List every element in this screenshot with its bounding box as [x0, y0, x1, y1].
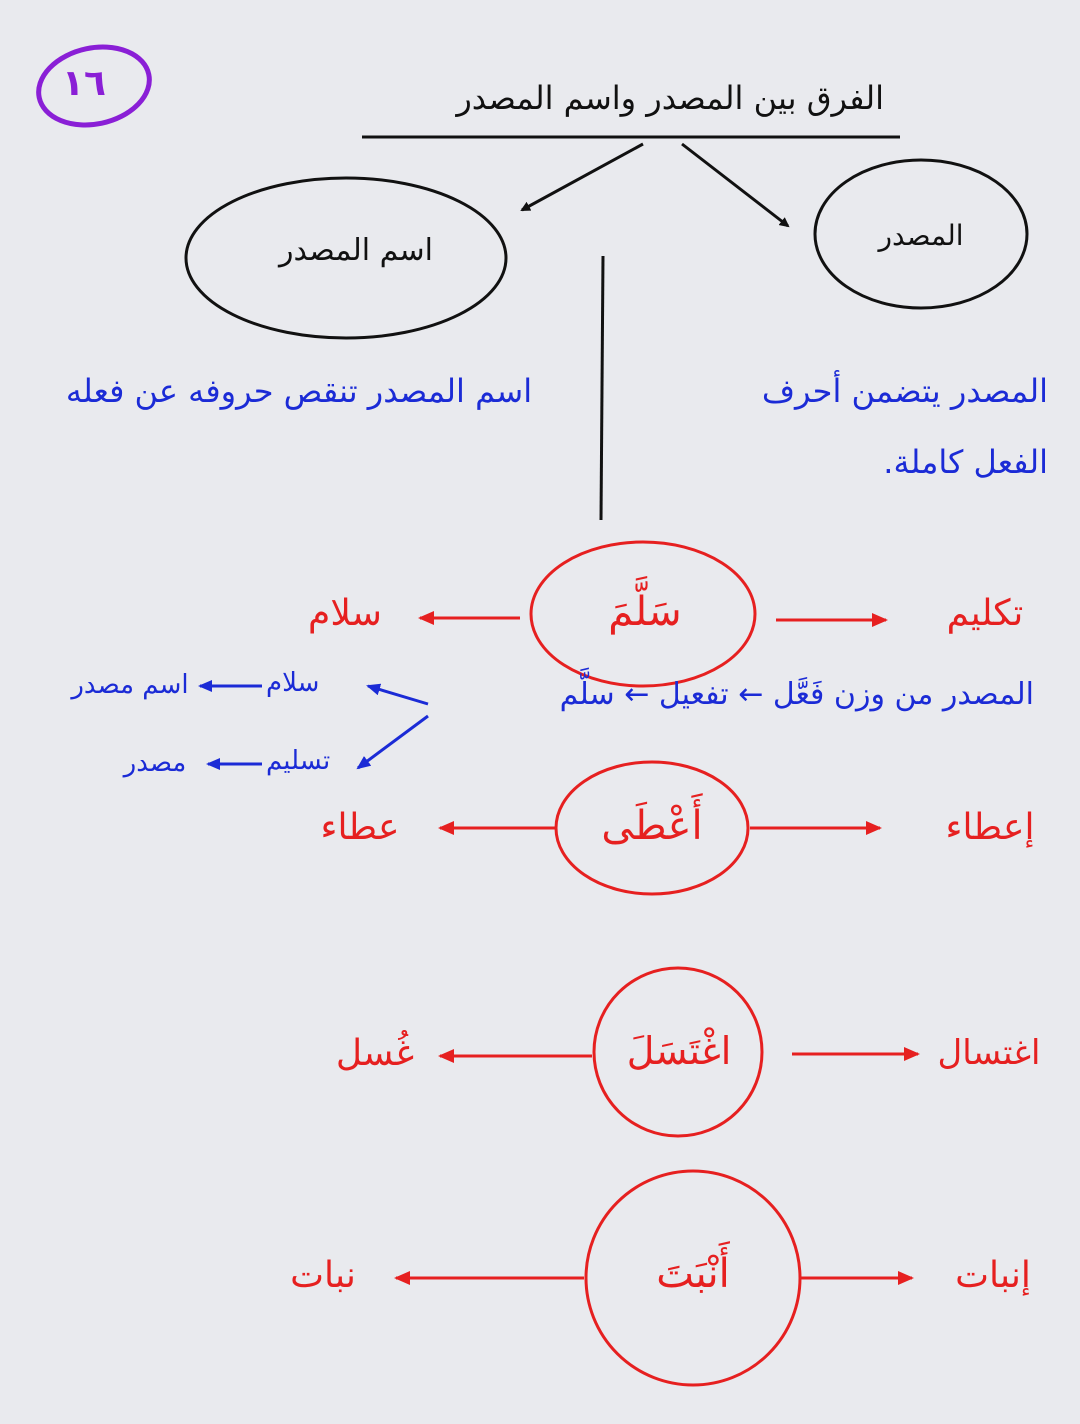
ism-masdar-1: سلام [308, 593, 382, 634]
ism-masdar-3: غُسل [335, 1033, 415, 1074]
masdar-1: تكليم [946, 593, 1024, 634]
note-branch1-word: سلام [266, 668, 320, 698]
note-main: المصدر من وزن فَعَّل ← تفعيل ← سلَّم [559, 677, 1034, 712]
arrow-to-masdar [682, 144, 788, 226]
masdar-2: إعطاء [945, 807, 1035, 848]
verb-3: اغْتَسَلَ [626, 1029, 732, 1073]
blue-branch-arrow-down [358, 716, 428, 768]
ism-masdar-rule: اسم المصدر تنقص حروفه عن فعله [65, 372, 533, 410]
masdar-rule-line2: الفعل كاملة. [883, 443, 1048, 481]
vertical-divider [601, 256, 603, 520]
verb-2: أَعْطَى [601, 803, 703, 849]
masdar-rule-line1: المصدر يتضمن أحرف [761, 372, 1048, 410]
note-branch2-label: مصدر [123, 748, 187, 778]
page-title: الفرق بين المصدر واسم المصدر [456, 79, 884, 117]
masdar-node-label: المصدر [878, 219, 964, 252]
page-number: ١٦ [62, 63, 106, 104]
masdar-4: إنبات [955, 1255, 1031, 1296]
verb-1: سَلَّمَ [608, 589, 682, 635]
ism-masdar-4: نبات [290, 1255, 356, 1296]
verb-4: أَنْبَتَ [656, 1251, 730, 1297]
masdar-3: اغتسال [937, 1033, 1041, 1073]
ism-masdar-node-label: اسم المصدر [278, 233, 434, 268]
note-branch1-label: اسم مصدر [71, 670, 189, 700]
ism-masdar-2: عطاء [320, 807, 400, 848]
arrow-to-ism-masdar [522, 144, 643, 210]
note-branch2-word: تسليم [266, 746, 331, 776]
blue-branch-arrow-up [368, 686, 428, 704]
